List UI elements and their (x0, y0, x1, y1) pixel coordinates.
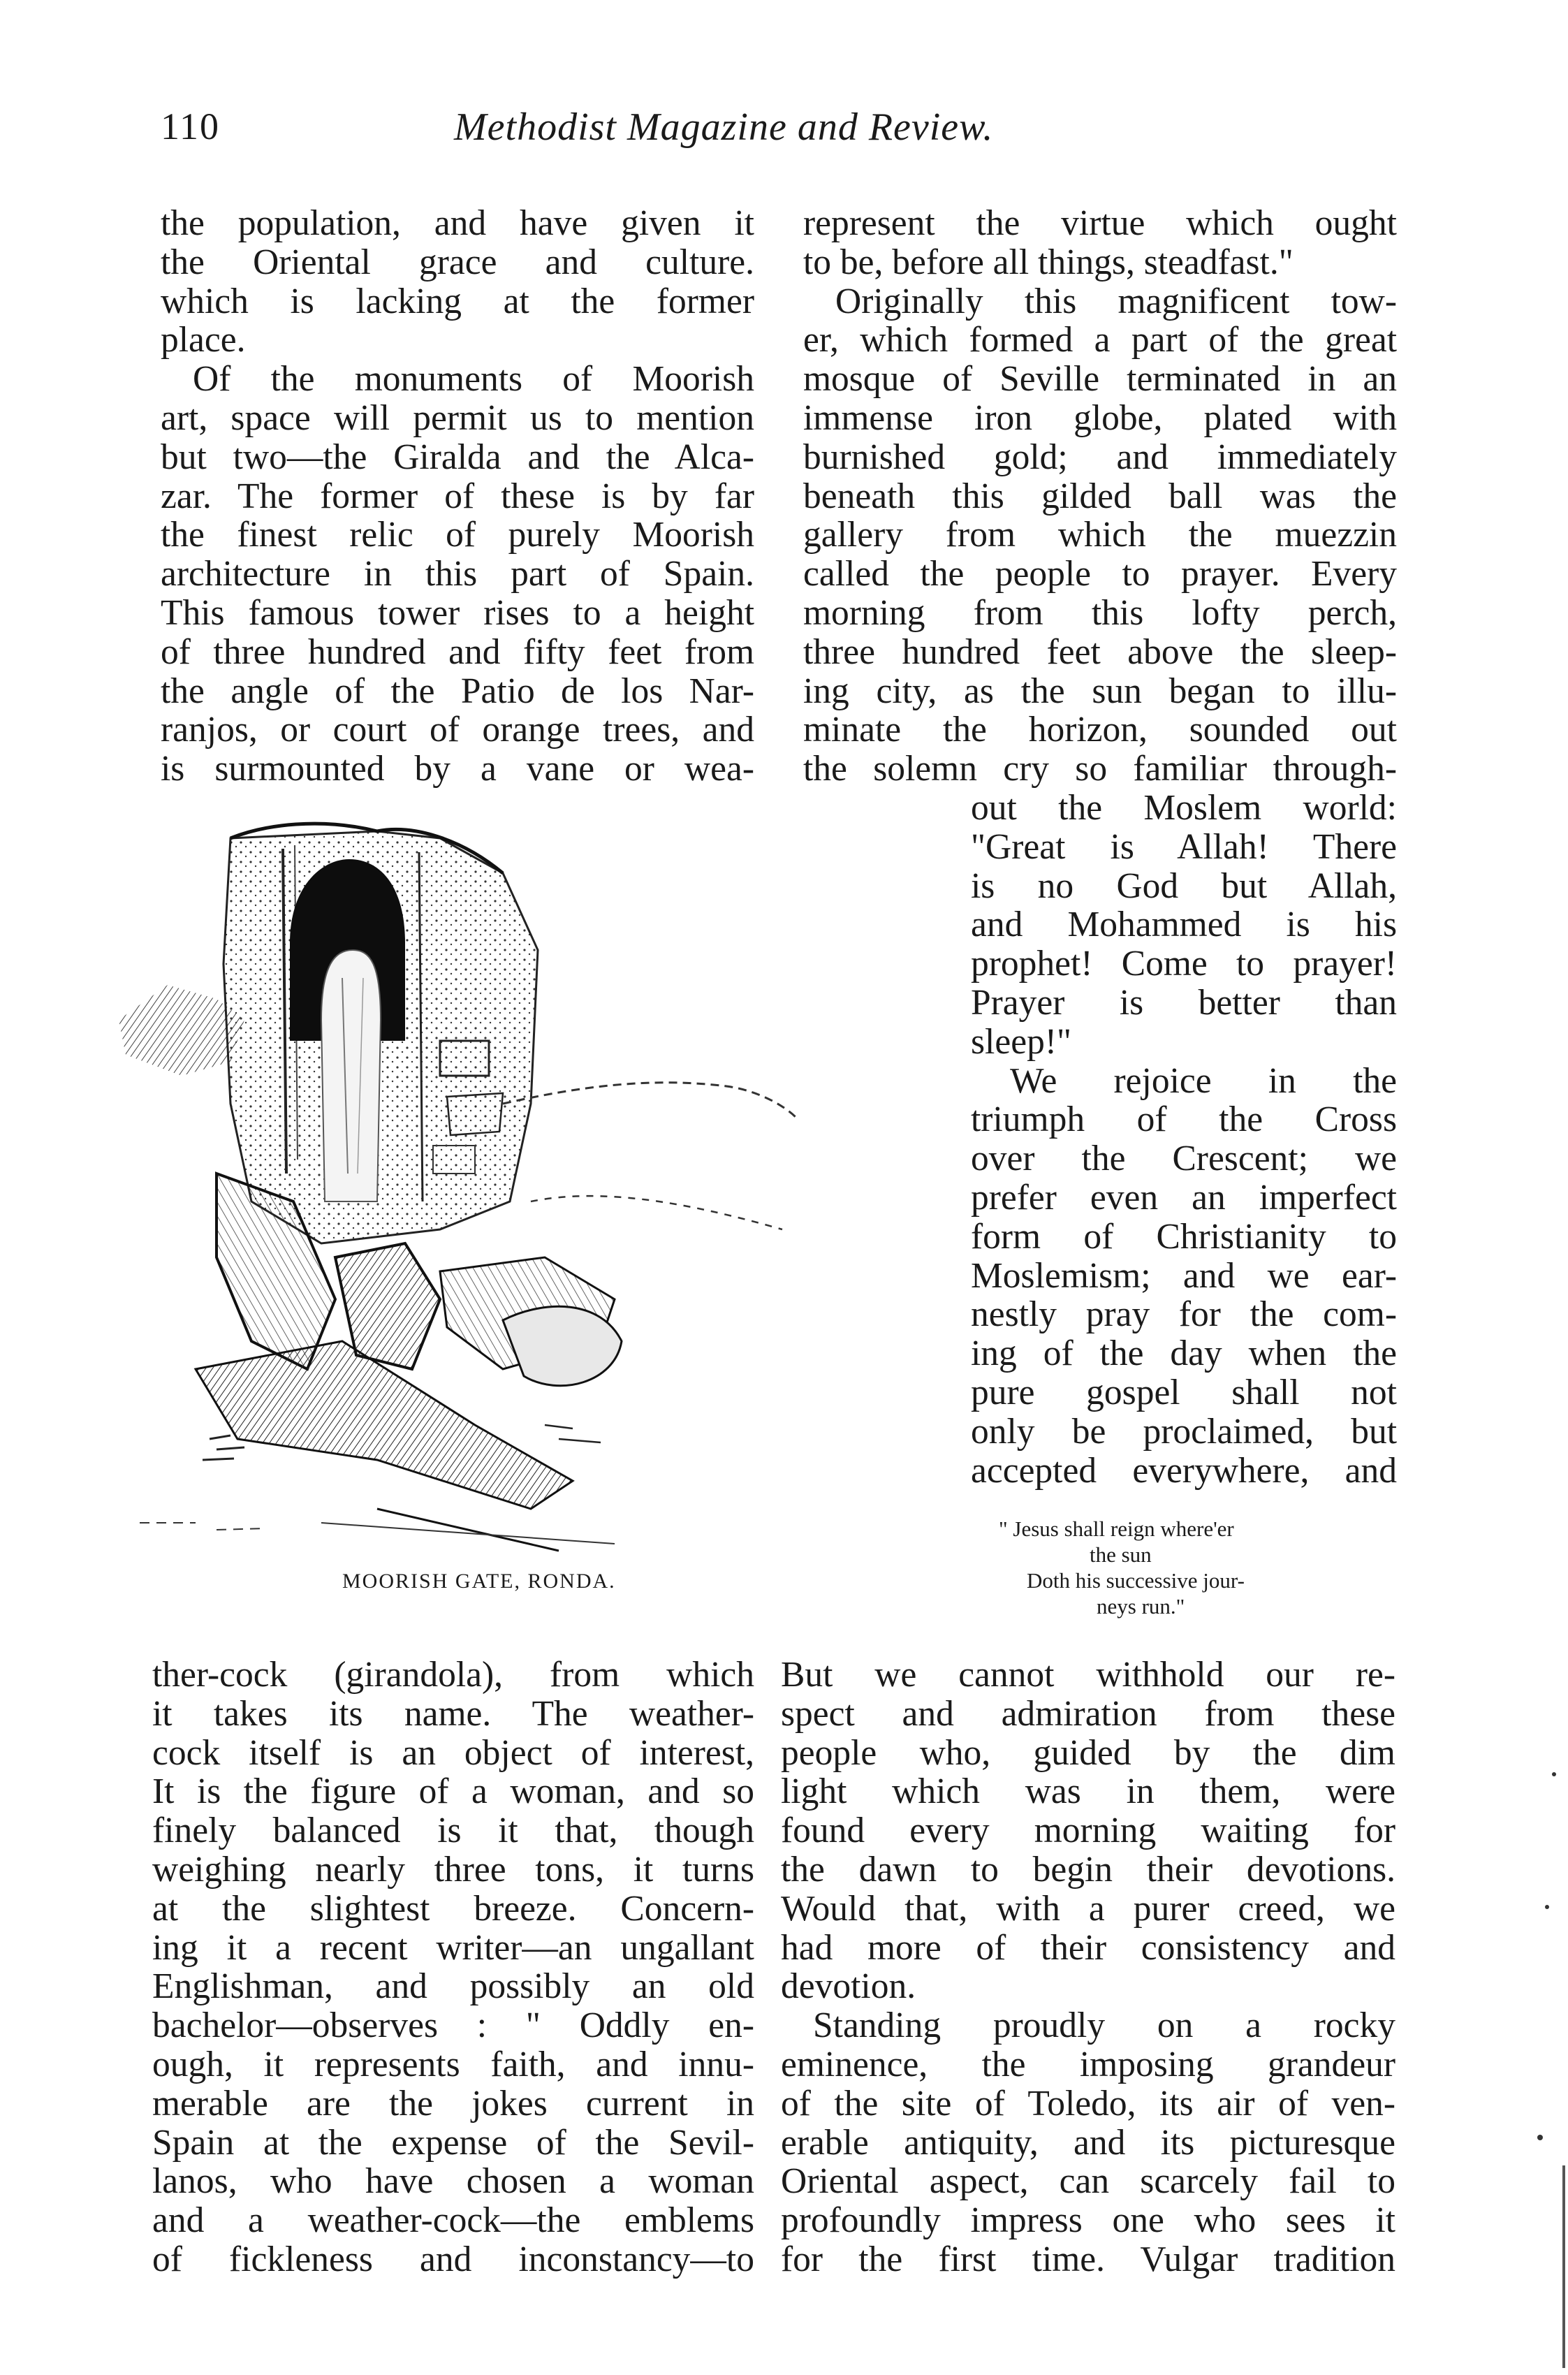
text-line: called the people to prayer. Every (803, 554, 1397, 594)
text-line: accepted everywhere, and (971, 1450, 1397, 1491)
text-line: ough, it represents faith, and innu- (152, 2044, 754, 2084)
text-line: Oriental aspect, can scarcely fail to (781, 2161, 1395, 2202)
text-line: eminence, the imposing grandeur (781, 2044, 1395, 2084)
text-line: This famous tower rises to a height (161, 592, 754, 633)
text-line: represent the virtue which ought (803, 203, 1397, 243)
text-line: the solemn cry so familiar through- (803, 749, 1397, 789)
text-line: cock itself is an object of interest, (152, 1732, 754, 1773)
right-column-top (803, 204, 1397, 789)
quote-line: neys run." (1097, 1594, 1185, 1618)
text-line: mosque of Seville terminated in an (803, 359, 1397, 400)
text-line: place. (161, 320, 246, 360)
text-line: Englishman, and possibly an old (152, 1966, 754, 2007)
text-line: profoundly impress one who sees it (781, 2200, 1395, 2241)
text-line: form of Christianity to (971, 1216, 1397, 1257)
text-line: of fickleness and inconstancy—to (152, 2239, 754, 2279)
text-line: of the site of Toledo, its air of ven- (781, 2083, 1395, 2124)
text-line: ranjos, or court of orange trees, and (161, 710, 754, 750)
text-line: "Great is Allah! There (971, 826, 1397, 867)
text-line: burnished gold; and immediately (803, 437, 1397, 477)
text-line: it takes its name. The weather- (152, 1693, 754, 1734)
text-line: devotion. (781, 1966, 916, 2007)
text-line: bachelor—observes : " Oddly en- (152, 2005, 754, 2046)
text-line: Moslemism; and we ear- (971, 1255, 1397, 1296)
text-line: prefer even an imperfect (971, 1177, 1397, 1218)
text-line: weighing nearly three tons, it turns (152, 1849, 754, 1890)
quote-line: Doth his successive jour- (1027, 1568, 1245, 1593)
text-line: the dawn to begin their devotions. (781, 1849, 1395, 1890)
quote-line: " Jesus shall reign where'er (999, 1517, 1234, 1541)
quote-line: the sun (1090, 1542, 1152, 1567)
text-line: pure gospel shall not (971, 1372, 1397, 1412)
text-line: is surmounted by a vane or wea- (161, 749, 754, 789)
text-line: erable antiquity, and its picturesque (781, 2122, 1395, 2163)
right-column-narrow (971, 789, 1397, 1490)
left-column-bottom (152, 1656, 754, 2279)
text-line: Would that, with a purer creed, we (781, 1888, 1395, 1929)
text-line: to be, before all things, steadfast." (803, 242, 1294, 282)
text-line: Prayer is better than (971, 982, 1397, 1023)
text-line: beneath this gilded ball was the (803, 476, 1397, 516)
text-line: is no God but Allah, (971, 865, 1397, 906)
running-title: Methodist Magazine and Review. (454, 105, 994, 149)
text-line: and a weather-cock—the emblems (152, 2200, 754, 2241)
text-line: zar. The former of these is by far (161, 476, 754, 516)
text-line: lanos, who have chosen a woman (152, 2161, 754, 2202)
text-line: art, space will permit us to mention (161, 397, 754, 438)
text-line: prophet! Come to prayer! (971, 944, 1397, 984)
text-line: found every morning waiting for (781, 1811, 1395, 1851)
text-line: Of the monuments of Moorish (193, 359, 754, 400)
text-line: out the Moslem world: (971, 788, 1397, 828)
text-line: It is the figure of a woman, and so (152, 1771, 754, 1812)
text-line: light which was in them, were (781, 1771, 1395, 1812)
text-line: sleep!" (971, 1021, 1071, 1062)
text-line: morning from this lofty perch, (803, 592, 1397, 633)
text-line: ther-cock (girandola), from which (152, 1655, 754, 1695)
text-line: but two—the Giralda and the Alca- (161, 437, 754, 477)
text-line: We rejoice in the (1010, 1060, 1397, 1101)
text-line: triumph of the Cross (971, 1099, 1397, 1140)
left-column-top (161, 204, 754, 789)
text-line: Spain at the expense of the Sevil- (152, 2122, 754, 2163)
text-line: and Mohammed is his (971, 905, 1397, 945)
text-line: ing of the day when the (971, 1333, 1397, 1374)
text-line: finely balanced is it that, though (152, 1811, 754, 1851)
page-header (161, 105, 1076, 161)
text-line: the Oriental grace and culture. (161, 242, 754, 282)
text-line: ing it a recent writer—an ungallant (152, 1927, 754, 1968)
text-line: of three hundred and fifty feet from (161, 631, 754, 672)
text-line: minate the horizon, sounded out (803, 710, 1397, 750)
text-line: merable are the jokes current in (152, 2083, 754, 2124)
text-line: Originally this magnificent tow- (835, 281, 1397, 321)
text-line: at the slightest breeze. Concern- (152, 1888, 754, 1929)
text-line: architecture in this part of Spain. (161, 554, 754, 594)
page-number: 110 (161, 105, 220, 147)
text-line: had more of their consistency and (781, 1927, 1395, 1968)
text-line: spect and admiration from these (781, 1693, 1395, 1734)
text-line: the finest relic of purely Moorish (161, 515, 754, 555)
text-line: people who, guided by the dim (781, 1732, 1395, 1773)
figure-caption: MOORISH GATE, RONDA. (342, 1570, 616, 1593)
text-line: three hundred feet above the sleep- (803, 631, 1397, 672)
poem-quote (999, 1516, 1362, 1619)
text-line: for the first time. Vulgar tradition (781, 2239, 1395, 2279)
text-line: er, which formed a part of the great (803, 320, 1397, 360)
text-line: immense iron globe, plated with (803, 397, 1397, 438)
text-line: the population, and have given it (161, 203, 754, 243)
moorish-gate-engraving (112, 810, 824, 1565)
text-line: Standing proudly on a rocky (813, 2005, 1395, 2046)
text-line: the angle of the Patio de los Nar- (161, 671, 754, 711)
text-line: gallery from which the muezzin (803, 515, 1397, 555)
text-line: ing city, as the sun began to illu- (803, 671, 1397, 711)
scan-edge-marks (1526, 1746, 1568, 2375)
text-line: But we cannot withhold our re- (781, 1655, 1395, 1695)
right-column-bottom (781, 1656, 1395, 2279)
text-line: over the Crescent; we (971, 1139, 1397, 1179)
text-line: which is lacking at the former (161, 281, 754, 321)
text-line: nestly pray for the com- (971, 1294, 1397, 1335)
text-line: only be proclaimed, but (971, 1411, 1397, 1452)
